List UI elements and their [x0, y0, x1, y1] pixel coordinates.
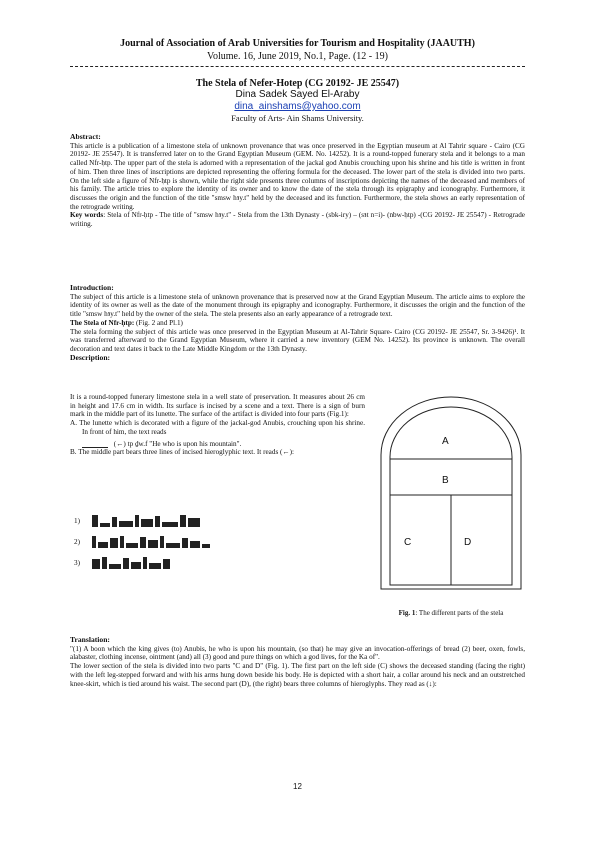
description-item-b: B. The middle part bears three lines of incised hieroglyphic text. It reads (←): — [70, 448, 295, 457]
figure-caption-label: Fig. 1 — [398, 609, 416, 617]
hieroglyph-line-number: 2) — [74, 537, 80, 546]
label-a: A — [442, 436, 449, 447]
item-a-transliteration: (←) tp ḏw.f "He who is upon his mountain". — [113, 439, 242, 448]
hieroglyph-line-number: 1) — [74, 516, 80, 525]
page-number: 12 — [293, 782, 302, 791]
description-item-a: A. The lunette which is decorated with a figure of the jackal-god Anubis, crouching upon his shrine. In front of him, the text reads — [70, 419, 365, 436]
hieroglyph-glyphs-icon — [92, 536, 210, 548]
label-c: C — [404, 537, 412, 548]
translation-text: "(1) A boon which the king gives (to) Anubis, he who is upon his mountain, (so that) he may give an invocation-offerings of bread (2) beer, oxen, fowls, alabaster, clothing incense, ointment (and) all (3) good and pure things on which a god lives, for the Ka of". — [70, 644, 525, 662]
keywords-text: : Stela of Nfr-ḥtp - The title of "smsw hꜣy.t" - Stela from the 13th Dynasty - (sbk-iry) – (sꜣt n=i)- (nbw-ḥtp) -(CG 20192- JE 25547) - Retrograde writing. — [70, 211, 526, 229]
abstract-heading: Abstract: — [70, 132, 101, 141]
author-affiliation: Faculty of Arts- Ain Shams University. — [231, 113, 364, 123]
hieroglyph-line-3 — [74, 555, 170, 570]
description-heading: Description: — [70, 352, 111, 362]
stela-section-ref: (Fig. 2 and Pl.1) — [134, 318, 183, 327]
stela-section-heading-line — [70, 319, 525, 328]
description-item-a-line — [70, 440, 365, 449]
keywords-label: Key words — [70, 211, 104, 220]
hieroglyph-line-number: 3) — [74, 558, 80, 567]
translation-section — [70, 636, 525, 688]
item-a-hieroglyph-icon — [82, 440, 108, 448]
stela-section-heading: The Stela of Nfr-ḥtp: — [70, 318, 135, 327]
stela-parts-figure — [376, 393, 526, 593]
translation-text-2: The lower section of the stela is divided into two parts "C and D" (Fig. 1). The first part on the left side (C) shows the deceased standing (facing the right) with the left leg-stepped forward and with his arms hung down beside his body. He is depicted with a short hair, a collar around his neck and an outstretched knee-skirt, which is tied around his waist. The second part (D), (the right) bears three columns of hieroglyphs. They read as (↓): — [70, 662, 525, 688]
label-b: B — [442, 475, 449, 486]
journal-name: Journal of Association of Arab Universities for Tourism and Hospitality (JAAUTH) — [120, 38, 475, 49]
translation-heading: Translation: — [70, 635, 110, 644]
description-section — [70, 393, 365, 457]
hieroglyph-glyphs-icon — [92, 515, 200, 527]
stela-section-text: The stela forming the subject of this article was once preserved in the Egyptian Museum at Al-Tahrir Square- Cairo (CG 20192- JE 25547, Sr. 3-9426)¹. It was transferred afterward to the Grand Egyptian Museum, where it carried a new inventory (GEM No. 14252). Its province is unknown. The overall decoration and text dates it back to the Late Middle Kingdom or the 13th Dynasty. — [70, 327, 525, 353]
introduction-text: The subject of this article is a limestone stela of unknown provenance that is preserved now at the Grand Egyptian Museum. The article aims to explore the identity of its owner as well as the date of the monument through its epigraphy and iconography. Furthermore, it discusses the origin and the function of the title "smsw hꜣy.t" held by the owner of the stela. The stela presents also an early appearance of a retrograde text. — [70, 292, 525, 319]
hieroglyph-line-2 — [74, 534, 210, 549]
introduction-section — [70, 284, 525, 362]
hieroglyph-glyphs-icon — [92, 557, 170, 569]
label-d: D — [464, 537, 472, 548]
journal-volume: Volume. 16, June 2019, No.1, Page. (12 - 19) — [207, 51, 388, 62]
header-divider — [70, 66, 525, 67]
abstract-text: This article is a publication of a limestone stela of unknown provenance that was once preserved in the Egyptian museum at Al Tahrir square - Cairo (CG 20192- JE 25547). It is transferred later on to the Grand Egyptian Museum (GEM. No. 14252). It is a round-topped funerary stela and it belongs to a man called Nfr-ḥtp. The upper part of the stela is adorned with a representation of the jackal god Anubis crouching upon his shrine and his title is written in front of him. Then three lines of inscriptions are depicted representing the offering formula for the deceased. The lower part of the stela is divided into two parts. On the left side a figure of Nfr-ḥtp is shown, while the right side presents three columns of inscriptions depicting the names of the deceased and members of his family. The article tries to explore the identity of its owner and to know the date of the stela through its epigraphy and iconography. Furthermore, it discusses the origin and the function of the title "smsw hꜣy.t" held by the deceased and its function. Furthermore, the stela shows an early representation of the retrograde writing. — [70, 141, 525, 211]
abstract-section — [70, 133, 525, 229]
description-text: It is a round-topped funerary limestone stela in a well state of preservation. It measures about 26 cm in height and 17.6 cm in width. Its surface is incised by a scene and a text. There is a sign of burn mark in the middle part of its lunette. The surface of the artifact is divided into four parts (Fig.1): — [70, 393, 365, 419]
figure-caption — [376, 609, 526, 618]
article-title: The Stela of Nefer-Hotep (CG 20192- JE 25547) — [195, 78, 400, 89]
author-email-link[interactable]: dina_ainshams@yahoo.com — [234, 101, 361, 112]
hieroglyph-line-1 — [74, 513, 200, 528]
article-author: Dina Sadek Sayed El-Araby — [235, 89, 360, 100]
keywords-paragraph — [70, 211, 525, 228]
figure-caption-text: : The different parts of the stela — [415, 609, 504, 617]
introduction-heading: Introduction: — [70, 283, 114, 292]
